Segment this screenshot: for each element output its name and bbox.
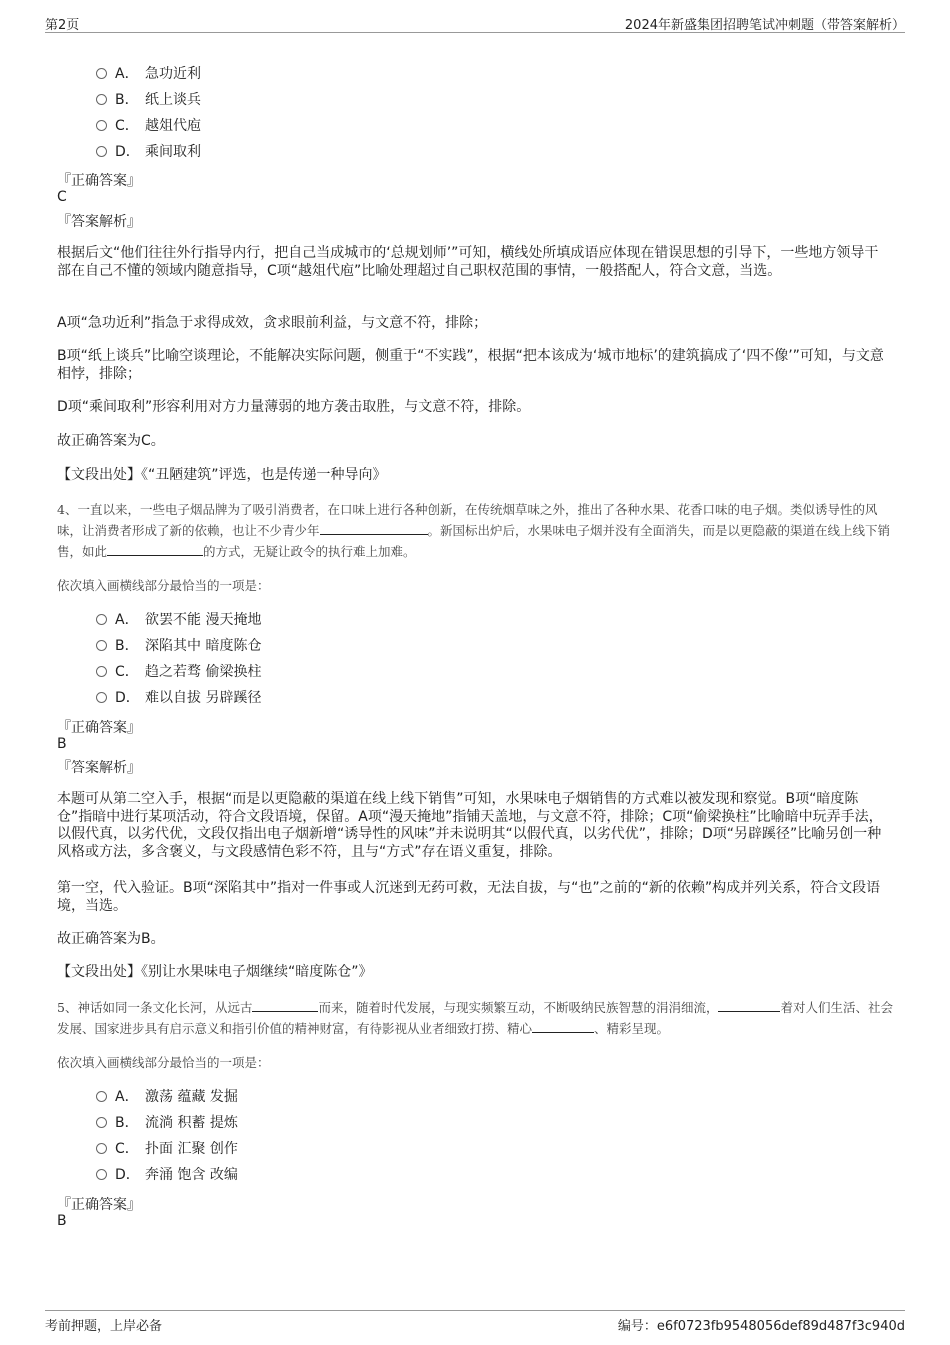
q5-option-c[interactable]: C． 扑面 汇聚 创作 <box>96 1139 238 1159</box>
radio-icon[interactable] <box>96 1091 107 1102</box>
q5-option-b[interactable]: B． 流淌 积蓄 提炼 <box>96 1113 238 1133</box>
q3-option-a[interactable]: A． 急功近利 <box>96 64 201 84</box>
page-header <box>45 14 905 33</box>
q3-option-b[interactable]: B． 纸上谈兵 <box>96 90 201 110</box>
q4-option-b[interactable]: B． 深陷其中 暗度陈仓 <box>96 636 261 656</box>
analysis-conclusion: 故正确答案为C。 <box>57 433 165 449</box>
analysis-label: 『答案解析』 <box>57 760 141 776</box>
q4-option-c[interactable]: C． 趋之若骛 偷梁换柱 <box>96 662 261 682</box>
radio-icon[interactable] <box>96 1169 107 1180</box>
radio-icon[interactable] <box>96 1117 107 1128</box>
radio-icon[interactable] <box>96 640 107 651</box>
analysis-paragraph: 根据后文“他们往往外行指导内行，把自己当成城市的‘总规划师’”可知，横线处所填成语应体现在错误思想的引导下，一些地方领导干部在自己不懂的领域内随意指导，C项“越俎代庖”比喻处理超过自己职权范围的事情，一般搭配人，符合文意，当选。 <box>57 245 879 279</box>
page-number: 第2页 <box>45 18 80 33</box>
radio-icon[interactable] <box>96 1143 107 1154</box>
answer-value: B <box>57 736 67 752</box>
analysis-paragraph: A项“急功近利”指急于求得成效，贪求眼前利益，与文意不符，排除； <box>57 315 488 331</box>
blank-line <box>107 543 203 556</box>
q4-option-a[interactable]: A． 欲罢不能 漫天掩地 <box>96 610 261 630</box>
q3-option-c[interactable]: C． 越俎代庖 <box>96 116 201 136</box>
document-id: 编号：e6f0723fb9548056def89d487f3c940d <box>617 1319 905 1334</box>
answer-value: B <box>57 1213 67 1229</box>
analysis-paragraph: 本题可从第二空入手，根据“而是以更隐蔽的渠道在线上线下销售”可知，水果味电子烟销售的方式难以被发现和察觉。B项“暗度陈仓”指暗中进行某项活动，符合文段语境，保留。A项“漫天掩地”指铺天盖地，与文意不符，排除；C项“偷梁换柱”比喻暗中玩弄手法，以假代真，以劣代优，文段仅指出电子烟新增“诱导性的风味”并未说明其“以假代真，以劣代优”，排除；D项“另辟蹊径”比喻另创一种风格或方法，多含褒义，与文段感情色彩不符，且与“方式”存在语义重复，排除。 <box>57 791 883 860</box>
q3-option-d[interactable]: D． 乘间取利 <box>96 142 201 162</box>
question-stem: 5、神话如同一条文化长河，从远古 而来，随着时代发展，与现实频繁互动，不断吸纳民族智慧的涓涓细流， 着对人们生活、社会发展、国家进步具有启示意义和指引价值的精神财富，有待影视从业者细致打捞、精心 、精彩呈现。 <box>57 1000 893 1036</box>
answer-label: 『正确答案』 <box>57 720 141 736</box>
analysis-paragraph: B项“纸上谈兵”比喻空谈理论，不能解决实际问题，侧重于“不实践”，根据“把本该成为‘城市地标’的建筑搞成了‘四不像’”可知，与文意相悖，排除； <box>57 348 884 382</box>
radio-icon[interactable] <box>96 94 107 105</box>
radio-icon[interactable] <box>96 146 107 157</box>
radio-icon[interactable] <box>96 614 107 625</box>
source-citation: 【文段出处】《“丑陋建筑”评选，也是传递一种导向》 <box>57 467 387 483</box>
question-prompt: 依次填入画横线部分最恰当的一项是： <box>57 1055 270 1070</box>
analysis-paragraph: 第一空，代入验证。B项“深陷其中”指对一件事或人沉迷到无药可救，无法自拔，与“也”之前的“新的依赖”构成并列关系，符合文段语境，当选。 <box>57 880 881 914</box>
radio-icon[interactable] <box>96 692 107 703</box>
radio-icon[interactable] <box>96 666 107 677</box>
blank-line <box>532 1020 594 1033</box>
answer-value: C <box>57 189 67 205</box>
blank-line <box>320 522 428 535</box>
blank-line <box>718 999 780 1012</box>
footer-slogan: 考前押题，上岸必备 <box>45 1319 163 1334</box>
document-title: 2024年新盛集团招聘笔试冲刺题（带答案解析） <box>624 18 905 33</box>
question-stem: 4、一直以来，一些电子烟品牌为了吸引消费者，在口味上进行各种创新，在传统烟草味之外，推出了各种水果、花香口味的电子烟。类似诱导性的风味，让消费者形成了新的依赖，也让不少青少年 。新国标出炉后，水果味电子烟并没有全面消失，而是以更隐蔽的渠道在线上线下销售，如此 的方式，无疑让政令的执行难上加难。 <box>57 502 891 559</box>
analysis-label: 『答案解析』 <box>57 214 141 230</box>
q5-option-a[interactable]: A． 激荡 蕴藏 发掘 <box>96 1087 238 1107</box>
page-footer <box>45 1310 905 1334</box>
answer-label: 『正确答案』 <box>57 173 141 189</box>
q5-option-d[interactable]: D． 奔涌 饱含 改编 <box>96 1165 238 1185</box>
blank-line <box>252 999 318 1012</box>
radio-icon[interactable] <box>96 120 107 131</box>
radio-icon[interactable] <box>96 68 107 79</box>
answer-label: 『正确答案』 <box>57 1197 141 1213</box>
analysis-paragraph: D项“乘间取利”形容利用对方力量薄弱的地方袭击取胜，与文意不符，排除。 <box>57 399 531 415</box>
q4-option-d[interactable]: D． 难以自拔 另辟蹊径 <box>96 688 261 708</box>
source-citation: 【文段出处】《别让水果味电子烟继续“暗度陈仓”》 <box>57 964 373 980</box>
question-prompt: 依次填入画横线部分最恰当的一项是： <box>57 578 270 593</box>
analysis-conclusion: 故正确答案为B。 <box>57 931 165 947</box>
